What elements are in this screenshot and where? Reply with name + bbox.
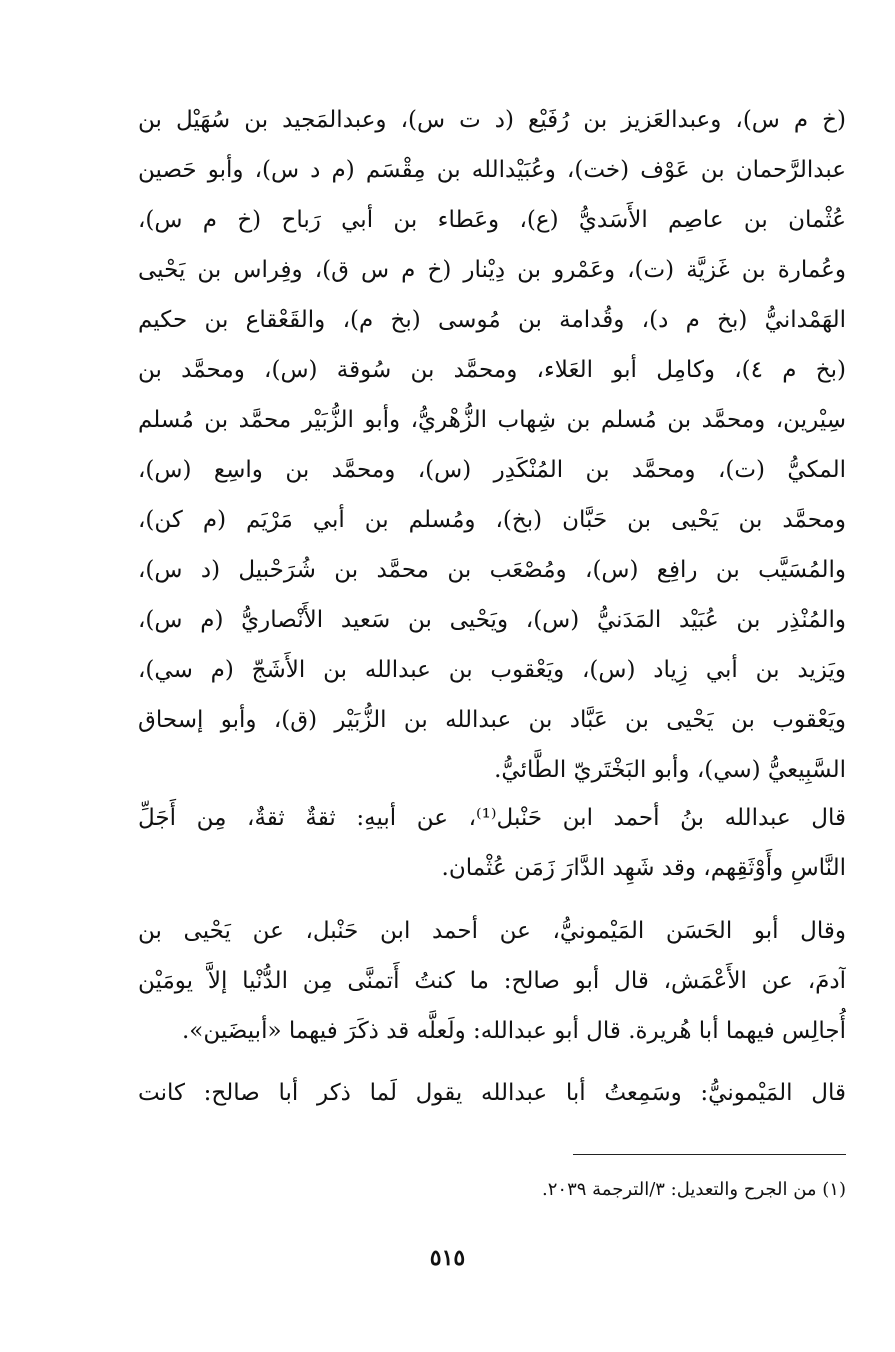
text-line: وعُمارة بن غَزيَّة (ت)، وعَمْرو بن دِيْنار (خ م س ق)، وفِراس بن يَحْيى <box>138 257 846 283</box>
text-line: الهَمْدانيُّ (بخ م د)، وقُدامة بن مُوسى (بخ م)، والقَعْقاع بن حكيم <box>138 307 846 333</box>
text-line: أُجالِس فيهما أبا هُريرة. قال أبو عبدالله: ولَعلَّه قد ذكَرَ فيهما «أبيضَين». <box>181 1018 846 1044</box>
text-line: المكيُّ (ت)، ومحمَّد بن المُنْكَدِر (س)، ومحمَّد بن واسِع (س)، <box>138 457 846 483</box>
text-line: النَّاسِ وأَوْثَقِهم، وقد شَهِد الدَّارَ زَمَن عُثْمان. <box>441 855 846 881</box>
text-line: (بخ م ٤)، وكامِل أبو العَلاء، ومحمَّد بن سُوقة (س)، ومحمَّد بن <box>138 357 846 383</box>
text-line: قال عبدالله بنُ أحمد ابن حَنْبل⁽¹⁾، عن أبيهِ: ثقةٌ ثقةٌ، مِن أَجَلِّ <box>138 805 846 831</box>
quote-paragraph-continued <box>138 1068 846 1118</box>
text-line: قال المَيْمونيُّ: وسَمِعتُ أبا عبدالله يقول لَما ذكر أبا صالح: كانت <box>138 1080 846 1106</box>
text-line: عبدالرَّحمان بن عَوْف (خت)، وعُبَيْدالله بن مِقْسَم (م د س)، وأبو حَصين <box>138 157 846 183</box>
text-line: سِيْرين، ومحمَّد بن مُسلم بن شِهاب الزُّهْريُّ، وأبو الزُّبَيْر محمَّد بن مُسلم <box>138 407 846 433</box>
text-line: آدمَ، عن الأَعْمَش، قال أبو صالح: ما كنتُ أَتمنَّى مِن الدُّنْيا إلاَّ يومَيْن <box>138 968 846 994</box>
page-number: ٥١٥ <box>429 1245 466 1271</box>
text-line: عُثْمان بن عاصِم الأَسَديُّ (ع)، وعَطاء بن أبي رَباح (خ م س)، <box>138 207 846 233</box>
quote-paragraph-abdullah <box>138 793 846 893</box>
text-line: ويَعْقوب بن يَحْيى بن عَبَّاد بن عبدالله بن الزُّبَيْر (ق)، وأبو إسحاق <box>138 707 846 733</box>
text-line: (خ م س)، وعبدالعَزيز بن رُفَيْع (د ت س)، وعبدالمَجيد بن سُهَيْل بن <box>138 107 846 133</box>
text-line: والمُنْذِر بن عُبَيْد المَدَنيُّ (س)، ويَحْيى بن سَعيد الأَنْصاريُّ (م س)، <box>138 607 846 633</box>
footnote: (١) من الجرح والتعديل: ٣/الترجمة ٢٠٣٩. <box>542 1179 846 1200</box>
text-line: والمُسَيَّب بن رافِع (س)، ومُصْعَب بن محمَّد بن شُرَحْبيل (د س)، <box>138 557 846 583</box>
text-line: ويَزيد بن أبي زِياد (س)، ويَعْقوب بن عبدالله بن الأَشَجّ (م سي)، <box>138 657 846 683</box>
text-line: ومحمَّد بن يَحْيى بن حَبَّان (بخ)، ومُسلم بن أبي مَرْيَم (م كن)، <box>138 507 846 533</box>
text-line: السَّبِيعيُّ (سي)، وأبو البَخْتَريّ الطَّائيُّ. <box>494 757 846 783</box>
text-line: وقال أبو الحَسَن المَيْمونيُّ، عن أحمد ابن حَنْبل، عن يَحْيى بن <box>138 918 846 944</box>
quote-paragraph-maymuni <box>138 906 846 1056</box>
footnote-divider <box>573 1154 846 1155</box>
biography-paragraph-narrators <box>138 95 846 795</box>
